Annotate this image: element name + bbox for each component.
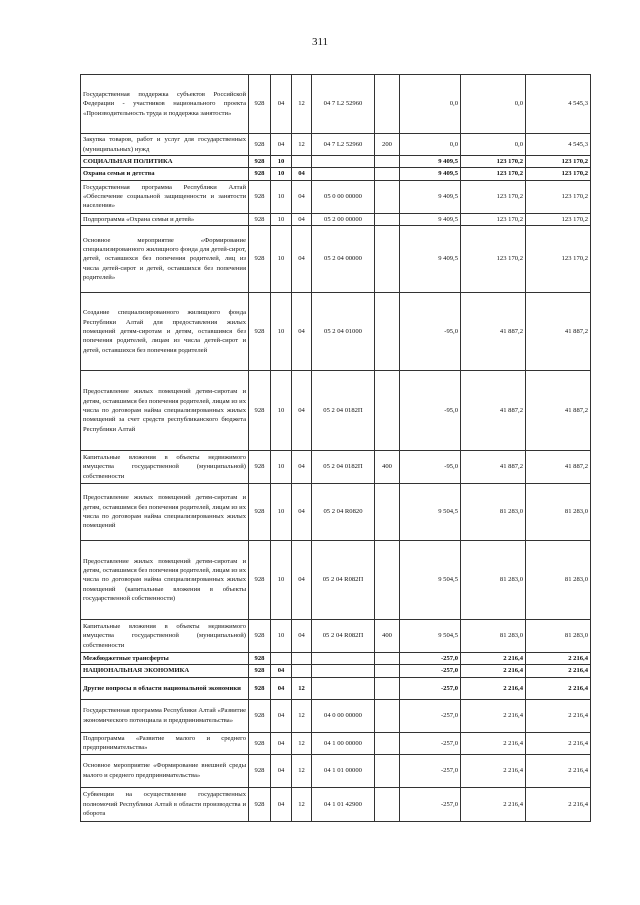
expense-type [375, 787, 400, 821]
amount-year-1: 0,0 [461, 75, 526, 134]
subsection-code: 04 [292, 168, 312, 180]
table-row [81, 787, 591, 821]
row-name: Государственная программа Республики Алтай «Обеспечение социальной защищенности и занятости населения» [81, 180, 249, 213]
amount-year-2: 41 887,2 [526, 451, 591, 484]
amount-year-2: 123 170,2 [526, 180, 591, 213]
amount-year-2: 2 216,4 [526, 665, 591, 677]
amount-year-2: 123 170,2 [526, 213, 591, 225]
table-row [81, 371, 591, 451]
subsection-code: 04 [292, 180, 312, 213]
amount-change: 9 409,5 [400, 180, 461, 213]
row-name: Капитальные вложения в объекты недвижимого имущества государственной (муниципальной) собственности [81, 451, 249, 484]
row-name: Государственная программа Республики Алтай «Развитие экономического потенциала и предпринимательства» [81, 699, 249, 732]
target-article [312, 653, 375, 665]
amount-year-2: 2 216,4 [526, 732, 591, 754]
amount-change: -257,0 [400, 699, 461, 732]
expense-type: 200 [375, 134, 400, 156]
expense-type: 400 [375, 620, 400, 653]
target-article: 05 0 00 00000 [312, 180, 375, 213]
amount-year-1: 81 283,0 [461, 484, 526, 541]
amount-year-1: 2 216,4 [461, 653, 526, 665]
subsection-code: 04 [292, 451, 312, 484]
amount-year-1: 41 887,2 [461, 451, 526, 484]
amount-change: 9 504,5 [400, 484, 461, 541]
table-row [81, 213, 591, 225]
row-name: Предоставление жилых помещений детям-сиротам и детям, оставшимся без попечения родителей, лицам из их числа по договорам найма специализированных жилых помещений (капитальные вложения в объекты государственной собственности) [81, 541, 249, 620]
amount-year-2: 2 216,4 [526, 699, 591, 732]
row-name: Охрана семьи и детства [81, 168, 249, 180]
target-article: 05 2 04 0182П [312, 371, 375, 451]
row-name: Подпрограмма «Охрана семьи и детей» [81, 213, 249, 225]
target-article: 05 2 04 00000 [312, 226, 375, 293]
row-name: Закупка товаров, работ и услуг для государственных (муниципальных) нужд [81, 134, 249, 156]
table-row [81, 653, 591, 665]
subsection-code: 12 [292, 75, 312, 134]
section-code: 10 [271, 620, 292, 653]
amount-change: -257,0 [400, 677, 461, 699]
amount-year-2: 81 283,0 [526, 484, 591, 541]
admin-code: 928 [249, 168, 271, 180]
table-row [81, 451, 591, 484]
target-article [312, 156, 375, 168]
amount-change: -257,0 [400, 665, 461, 677]
target-article: 05 2 00 00000 [312, 213, 375, 225]
section-code: 04 [271, 699, 292, 732]
target-article: 04 1 01 42900 [312, 787, 375, 821]
row-name: Межбюджетные трансферты [81, 653, 249, 665]
row-name: Государственная поддержка субъектов Российской Федерации - участников национального проекта «Производительность труда и поддержка занятости» [81, 75, 249, 134]
section-code: 04 [271, 75, 292, 134]
amount-year-2: 123 170,2 [526, 226, 591, 293]
amount-change: 9 409,5 [400, 168, 461, 180]
section-code: 10 [271, 180, 292, 213]
table-row [81, 699, 591, 732]
amount-year-1: 123 170,2 [461, 156, 526, 168]
page-number: 311 [311, 36, 329, 48]
amount-year-1: 123 170,2 [461, 213, 526, 225]
row-name: НАЦИОНАЛЬНАЯ ЭКОНОМИКА [81, 665, 249, 677]
amount-change: -95,0 [400, 371, 461, 451]
target-article: 05 2 04 R082П [312, 541, 375, 620]
table-row [81, 732, 591, 754]
amount-change: -257,0 [400, 732, 461, 754]
amount-year-2: 2 216,4 [526, 787, 591, 821]
budget-table [80, 74, 591, 822]
admin-code: 928 [249, 787, 271, 821]
admin-code: 928 [249, 541, 271, 620]
expense-type [375, 665, 400, 677]
row-name: Основное мероприятие «Формирование внешней среды малого и среднего предпринимательства» [81, 754, 249, 787]
section-code: 04 [271, 787, 292, 821]
subsection-code: 12 [292, 754, 312, 787]
expense-type [375, 213, 400, 225]
table-row [81, 665, 591, 677]
table-row [81, 180, 591, 213]
expense-type: 400 [375, 451, 400, 484]
subsection-code [292, 665, 312, 677]
amount-year-2: 123 170,2 [526, 156, 591, 168]
subsection-code: 12 [292, 134, 312, 156]
section-code: 04 [271, 677, 292, 699]
amount-change: 0,0 [400, 134, 461, 156]
table-row [81, 226, 591, 293]
expense-type [375, 168, 400, 180]
target-article: 05 2 04 R082П [312, 620, 375, 653]
expense-type [375, 541, 400, 620]
amount-year-2: 81 283,0 [526, 541, 591, 620]
target-article: 05 2 04 R0820 [312, 484, 375, 541]
target-article [312, 677, 375, 699]
table-row [81, 484, 591, 541]
row-name: Предоставление жилых помещений детям-сиротам и детям, оставшимся без попечения родителей, лицам из их числа по договорам найма специализированных жилых помещений за счет средств республиканского бюджета Республики Алтай [81, 371, 249, 451]
row-name: Создание специализированного жилищного фонда Республики Алтай для предоставления жилых помещений детям-сиротам и детям, оставшимся без попечения родителей, лицам из числа детей-сирот и детей, оставшихся без попечения родителей [81, 293, 249, 371]
section-code [271, 653, 292, 665]
amount-year-1: 2 216,4 [461, 665, 526, 677]
admin-code: 928 [249, 620, 271, 653]
expense-type [375, 180, 400, 213]
table-row [81, 541, 591, 620]
admin-code: 928 [249, 213, 271, 225]
subsection-code [292, 653, 312, 665]
subsection-code [292, 156, 312, 168]
target-article: 05 2 04 0182П [312, 451, 375, 484]
amount-year-1: 81 283,0 [461, 620, 526, 653]
subsection-code: 12 [292, 699, 312, 732]
amount-year-1: 0,0 [461, 134, 526, 156]
row-name: СОЦИАЛЬНАЯ ПОЛИТИКА [81, 156, 249, 168]
expense-type [375, 371, 400, 451]
amount-change: -257,0 [400, 787, 461, 821]
amount-change: 9 409,5 [400, 213, 461, 225]
row-name: Другие вопросы в области национальной экономики [81, 677, 249, 699]
section-code: 10 [271, 484, 292, 541]
admin-code: 928 [249, 484, 271, 541]
subsection-code: 04 [292, 484, 312, 541]
admin-code: 928 [249, 732, 271, 754]
expense-type [375, 732, 400, 754]
amount-year-1: 41 887,2 [461, 371, 526, 451]
table-row [81, 75, 591, 134]
amount-year-1: 2 216,4 [461, 699, 526, 732]
section-code: 10 [271, 371, 292, 451]
admin-code: 928 [249, 754, 271, 787]
amount-year-1: 2 216,4 [461, 787, 526, 821]
target-article: 05 2 04 01000 [312, 293, 375, 371]
amount-year-2: 4 545,3 [526, 134, 591, 156]
admin-code: 928 [249, 293, 271, 371]
expense-type [375, 754, 400, 787]
subsection-code: 12 [292, 677, 312, 699]
amount-change: -95,0 [400, 293, 461, 371]
amount-change: -257,0 [400, 754, 461, 787]
amount-year-2: 4 545,3 [526, 75, 591, 134]
section-code: 04 [271, 665, 292, 677]
section-code: 10 [271, 156, 292, 168]
amount-year-1: 41 887,2 [461, 293, 526, 371]
target-article: 04 1 01 00000 [312, 754, 375, 787]
target-article: 04 7 L2 52960 [312, 75, 375, 134]
amount-year-2: 81 283,0 [526, 620, 591, 653]
row-name: Предоставление жилых помещений детям-сиротам и детям, оставшимся без попечения родителей, лицам из их числа по договорам найма специализированных жилых помещений [81, 484, 249, 541]
amount-year-2: 2 216,4 [526, 677, 591, 699]
section-code: 10 [271, 226, 292, 293]
section-code: 10 [271, 293, 292, 371]
amount-year-1: 81 283,0 [461, 541, 526, 620]
subsection-code: 04 [292, 293, 312, 371]
amount-year-1: 123 170,2 [461, 226, 526, 293]
table-row [81, 168, 591, 180]
section-code: 10 [271, 451, 292, 484]
amount-year-2: 123 170,2 [526, 168, 591, 180]
row-name: Капитальные вложения в объекты недвижимого имущества государственной (муниципальной) собственности [81, 620, 249, 653]
amount-year-2: 41 887,2 [526, 293, 591, 371]
section-code: 10 [271, 168, 292, 180]
amount-change: 9 409,5 [400, 156, 461, 168]
section-code: 04 [271, 134, 292, 156]
subsection-code: 04 [292, 541, 312, 620]
expense-type [375, 156, 400, 168]
section-code: 10 [271, 541, 292, 620]
expense-type [375, 677, 400, 699]
amount-year-1: 2 216,4 [461, 677, 526, 699]
subsection-code: 12 [292, 787, 312, 821]
expense-type [375, 699, 400, 732]
admin-code: 928 [249, 226, 271, 293]
target-article: 04 0 00 00000 [312, 699, 375, 732]
amount-year-2: 2 216,4 [526, 754, 591, 787]
amount-year-1: 123 170,2 [461, 168, 526, 180]
target-article [312, 665, 375, 677]
admin-code: 928 [249, 371, 271, 451]
admin-code: 928 [249, 156, 271, 168]
subsection-code: 04 [292, 620, 312, 653]
subsection-code: 12 [292, 732, 312, 754]
expense-type [375, 293, 400, 371]
subsection-code: 04 [292, 213, 312, 225]
expense-type [375, 75, 400, 134]
amount-change: -257,0 [400, 653, 461, 665]
admin-code: 928 [249, 180, 271, 213]
table-row [81, 677, 591, 699]
table-row [81, 620, 591, 653]
admin-code: 928 [249, 677, 271, 699]
admin-code: 928 [249, 134, 271, 156]
amount-change: 0,0 [400, 75, 461, 134]
subsection-code: 04 [292, 371, 312, 451]
subsection-code: 04 [292, 226, 312, 293]
table-row [81, 293, 591, 371]
admin-code: 928 [249, 75, 271, 134]
table-body [81, 75, 591, 822]
amount-change: 9 409,5 [400, 226, 461, 293]
admin-code: 928 [249, 665, 271, 677]
section-code: 04 [271, 754, 292, 787]
amount-change: 9 504,5 [400, 620, 461, 653]
admin-code: 928 [249, 451, 271, 484]
target-article: 04 1 00 00000 [312, 732, 375, 754]
amount-change: 9 504,5 [400, 541, 461, 620]
table-row [81, 754, 591, 787]
table-row [81, 156, 591, 168]
expense-type [375, 653, 400, 665]
amount-year-2: 41 887,2 [526, 371, 591, 451]
amount-year-1: 123 170,2 [461, 180, 526, 213]
amount-year-1: 2 216,4 [461, 754, 526, 787]
admin-code: 928 [249, 699, 271, 732]
section-code: 10 [271, 213, 292, 225]
admin-code: 928 [249, 653, 271, 665]
target-article: 04 7 L2 52960 [312, 134, 375, 156]
row-name: Основное мероприятие «Формирование специализированного жилищного фонда для детей-сирот, детей, оставшихся без попечения родителей, лиц из числа детей-сирот и детей, оставшихся без попечения родителей» [81, 226, 249, 293]
section-code: 04 [271, 732, 292, 754]
target-article [312, 168, 375, 180]
row-name: Субвенции на осуществление государственных полномочий Республики Алтай в области производства и оборота [81, 787, 249, 821]
amount-change: -95,0 [400, 451, 461, 484]
row-name: Подпрограмма «Развитие малого и среднего предпринимательства» [81, 732, 249, 754]
amount-year-2: 2 216,4 [526, 653, 591, 665]
expense-type [375, 226, 400, 293]
expense-type [375, 484, 400, 541]
table-row [81, 134, 591, 156]
amount-year-1: 2 216,4 [461, 732, 526, 754]
